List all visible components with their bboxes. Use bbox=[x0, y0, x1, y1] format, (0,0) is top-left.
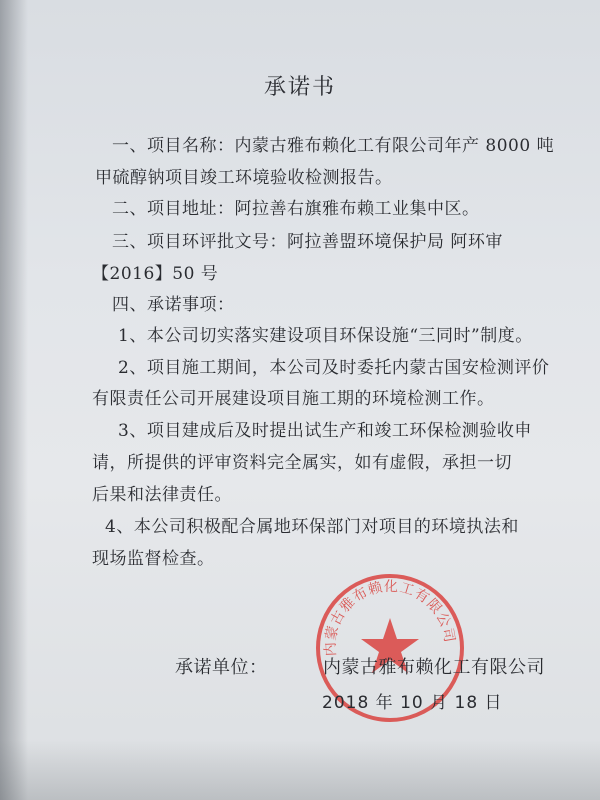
commitment-2-line1: 2、项目施工期间，本公司及时委托内蒙古国安检测评价 bbox=[118, 358, 550, 378]
commitment-3-line3: 后果和法律责任。 bbox=[92, 485, 232, 505]
commitment-3-line2: 请，所提供的评审资料完全属实，如有虚假，承担一切 bbox=[92, 453, 512, 473]
document-title: 承诺书 bbox=[263, 75, 336, 100]
item-approval-line2: 【2016】50 号 bbox=[92, 264, 219, 284]
page-shadow-bottom bbox=[0, 740, 600, 800]
signature-label: 承诺单位： bbox=[175, 657, 268, 678]
signature-date: 2018 年 10 月 18 日 bbox=[322, 693, 503, 713]
item-project-name-line1: 一、项目名称：内蒙古雅布赖化工有限公司年产 8000 吨 bbox=[112, 136, 555, 156]
commitment-4-line1: 4、本公司积极配合属地环保部门对项目的环境执法和 bbox=[105, 517, 519, 537]
page-shadow-left bbox=[0, 0, 28, 800]
commitments-heading: 四、承诺事项： bbox=[112, 295, 235, 315]
item-approval-line1: 三、项目环评批文号：阿拉善盟环境保护局 阿环审 bbox=[112, 232, 503, 252]
item-project-name-line2: 甲硫醇钠项目竣工环境验收检测报告。 bbox=[95, 168, 393, 188]
commitment-4-line2: 现场监督检查。 bbox=[92, 549, 215, 569]
item-project-address: 二、项目地址：阿拉善右旗雅布赖工业集中区。 bbox=[112, 199, 480, 219]
commitment-1-line1: 1、本公司切实落实建设项目环保设施“三同时”制度。 bbox=[118, 326, 533, 346]
commitment-3-line1: 3、项目建成后及时提出试生产和竣工环保检测验收申 bbox=[118, 421, 532, 441]
signature-company: 内蒙古雅布赖化工有限公司 bbox=[323, 657, 545, 678]
svg-text:内蒙古雅布赖化工有限公司: 内蒙古雅布赖化工有限公司 bbox=[322, 578, 458, 657]
commitment-2-line2: 有限责任公司开展建设项目施工期的环境检测工作。 bbox=[92, 389, 495, 409]
